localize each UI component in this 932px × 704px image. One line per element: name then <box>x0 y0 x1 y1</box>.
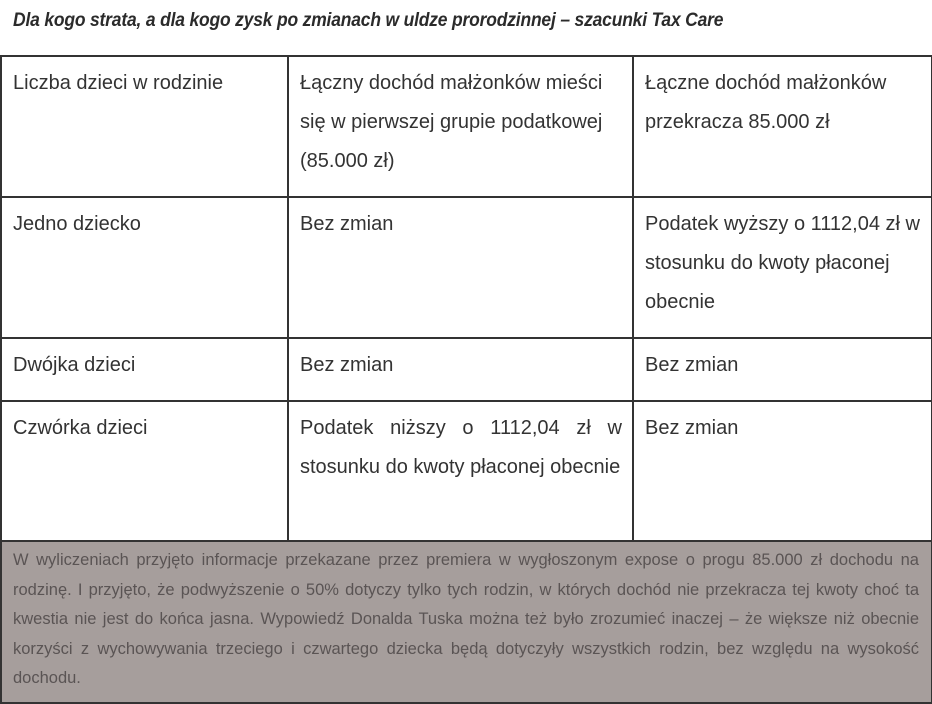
row-label: Dwójka dzieci <box>1 338 288 401</box>
table-title: Dla kogo strata, a dla kogo zysk po zmianach w uldze prorodzinnej – szacunki Tax Care <box>13 10 724 31</box>
cell-above-threshold: Podatek wyższy o 1112,04 zł w stosunku do kwoty płaconej obecnie <box>633 197 932 338</box>
row-label: Czwórka dzieci <box>1 401 288 541</box>
table-row <box>1 338 932 401</box>
row-label: Jedno dziecko <box>1 197 288 338</box>
table-row <box>1 401 932 541</box>
cell-below-threshold: Bez zmian <box>288 197 633 338</box>
table-header-row <box>1 56 932 197</box>
header-children-count: Liczba dzieci w rodzinie <box>1 56 288 197</box>
header-income-below-threshold: Łączny dochód małżonków mieści się w pierwszej grupie podatkowej (85.000 zł) <box>288 56 633 197</box>
table-row <box>1 197 932 338</box>
cell-above-threshold: Bez zmian <box>633 401 932 541</box>
footnote-row <box>1 541 932 703</box>
cell-below-threshold: Bez zmian <box>288 338 633 401</box>
cell-above-threshold: Bez zmian <box>633 338 932 401</box>
footnote-text: W wyliczeniach przyjęto informacje przekazane przez premiera w wygłoszonym expose o progu 85.000 zł dochodu na rodzinę. I przyjęto, że podwyższenie o 50% dotyczy tylko tych rodzin, w których dochód nie przekracza tej kwoty choć ta kwestia nie jest do końca jasna. Wypowiedź Donalda Tuska można też było zrozumieć inaczej – że większe niż obecnie korzyści z wychowywania trzeciego i czwartego dziecka będą dotyczyły wszystkich rodzin, bez względu na wysokość dochodu. <box>1 541 932 703</box>
cell-below-threshold: Podatek niższy o 1112,04 zł w stosunku do kwoty płaconej obecnie <box>288 401 633 541</box>
header-income-above-threshold: Łączne dochód małżonków przekracza 85.000 zł <box>633 56 932 197</box>
tax-comparison-table <box>0 55 932 704</box>
